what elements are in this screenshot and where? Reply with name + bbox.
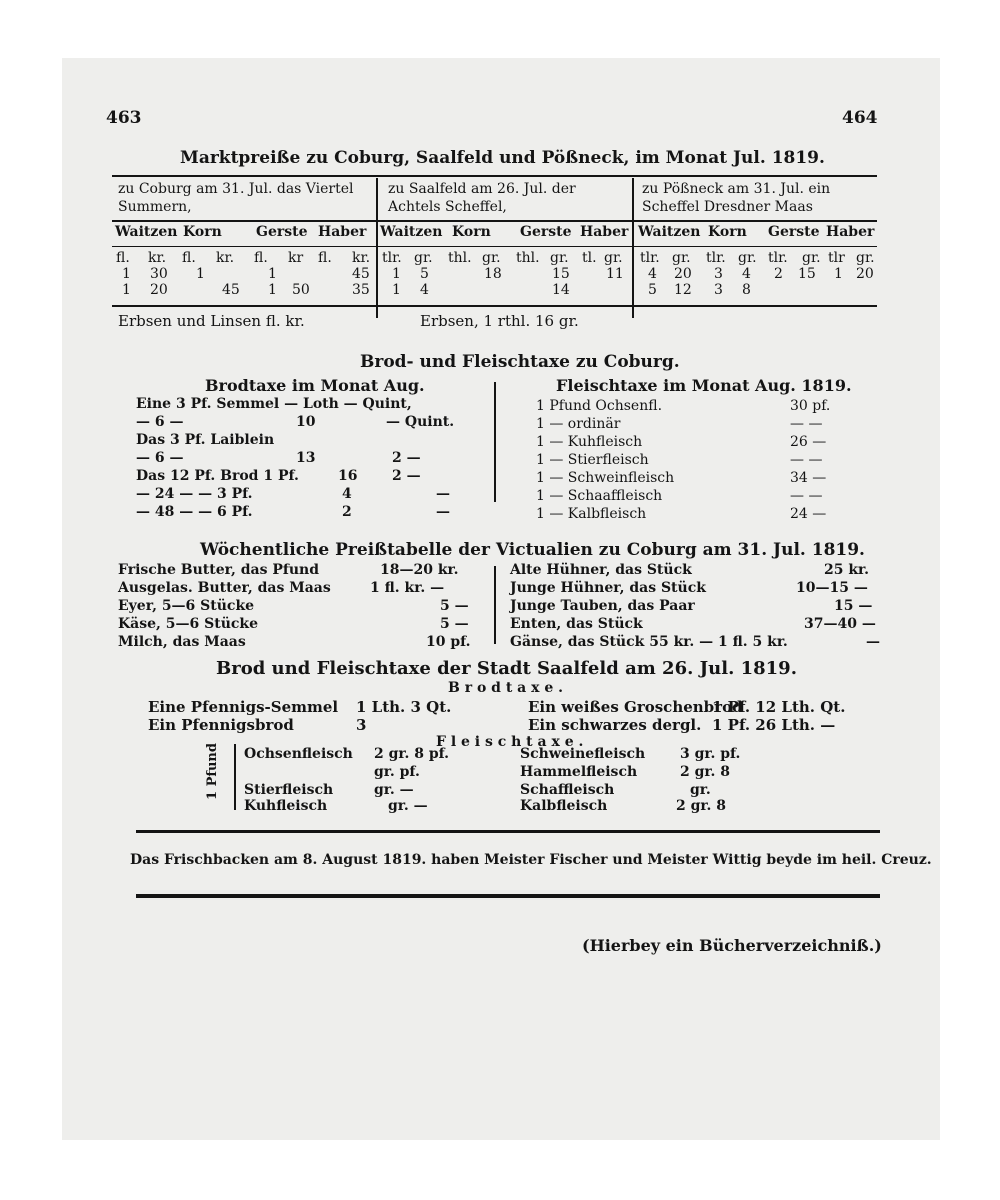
brodtaxe-row-loth: 16: [338, 468, 358, 484]
saalfeld-fleisch-price: gr. —: [374, 782, 414, 798]
page-number-left: 463: [106, 108, 142, 128]
brodtaxe-row-label: — 48 — — 6 Pf.: [136, 504, 253, 520]
poessneck-unit: gr.: [856, 250, 875, 266]
poessneck-price: 4: [648, 266, 657, 282]
weekly-item: Alte Hühner, das Stück: [510, 562, 692, 578]
weekly-item: Junge Hühner, das Stück: [510, 580, 706, 596]
brodtaxe-row-quint: 2 —: [392, 468, 421, 484]
weekly-item: Frische Butter, das Pfund: [118, 562, 320, 578]
saalfeld-grain-korn: Korn: [452, 224, 491, 240]
fleischtaxe-row-label: 1 — Stierfleisch: [536, 452, 649, 468]
weekly-item: Ausgelas. Butter, das Maas: [118, 580, 331, 596]
coburg-grain-korn: Korn: [183, 224, 222, 240]
saalfeld-price: 1: [392, 266, 401, 282]
saalfeld-fleisch-price: 2 gr. 8 pf.: [374, 746, 450, 762]
poessneck-price: 8: [742, 282, 751, 298]
coburg-price: 1: [196, 266, 205, 282]
market-title: Marktpreiße zu Coburg, Saalfeld und Pößneck, im Monat Jul. 1819.: [180, 148, 825, 168]
saalfeld-brod-price: 1 Pf. 26 Lth. —: [712, 716, 836, 734]
coburg-price: 30: [150, 266, 168, 282]
poessneck-grain-gerste: Gerste: [768, 224, 820, 240]
saalfeld-title: Brod und Fleischtaxe der Stadt Saalfeld am 26. Jul. 1819.: [216, 658, 797, 679]
saalfeld-fleischtaxe-label: F l e i s c h t a x e .: [436, 734, 584, 750]
saalfeld-fleisch-price: 2 gr. 8: [680, 764, 730, 780]
poessneck-grain-korn: Korn: [708, 224, 747, 240]
fleischtaxe-row-label: 1 — ordinär: [536, 416, 621, 432]
weekly-item: Enten, das Stück: [510, 616, 643, 632]
poessneck-unit: tlr: [828, 250, 845, 266]
coburg-unit: fl.: [254, 250, 268, 266]
saalfeld-unit: thl.: [448, 250, 472, 266]
saalfeld-column-heading: zu Saalfeld am 26. Jul. der Achtels Scheffel,: [388, 181, 576, 215]
coburg-grain-haber: Haber: [318, 224, 367, 240]
saalfeld-unit: gr.: [482, 250, 501, 266]
saalfeld-fleisch-item: Schweinefleisch: [520, 746, 646, 762]
page-number-right: 464: [842, 108, 878, 128]
poessneck-price: 5: [648, 282, 657, 298]
fleischtaxe-row-label: 1 — Kalbfleisch: [536, 506, 647, 522]
weekly-item: Gänse, das Stück 55 kr. — 1 fl. 5 kr.: [510, 634, 788, 650]
weekly-title: Wöchentliche Preißtabelle der Victualien zu Coburg am 31. Jul. 1819.: [200, 540, 865, 560]
coburg-tax-title: Brod- und Fleischtaxe zu Coburg.: [360, 352, 680, 372]
saalfeld-fleisch-item: Hammelfleisch: [520, 764, 638, 780]
market-bottom-rule: [112, 305, 877, 307]
weekly-item: Eyer, 5—6 Stücke: [118, 598, 255, 614]
brodtaxe-row-label: — 6 —: [136, 414, 184, 430]
brodtaxe-row-quint: —: [436, 504, 450, 520]
saalfeld-price: 5: [420, 266, 429, 282]
saalfeld-price: 14: [552, 282, 570, 298]
saalfeld-unit: gr.: [414, 250, 433, 266]
weekly-price: 37—40 —: [804, 616, 876, 632]
market-divider-1: [376, 178, 378, 318]
saalfeld-fleisch-item: Kalbfleisch: [520, 798, 608, 814]
brodtaxe-row-label: — 24 — — 3 Pf.: [136, 486, 253, 502]
saalfeld-fleisch-price: 2 gr. 8: [676, 798, 726, 814]
fleischtaxe-row-price: 34 —: [790, 470, 827, 486]
weekly-item: Junge Tauben, das Paar: [510, 598, 695, 614]
coburg-unit: fl.: [182, 250, 196, 266]
coburg-unit: kr.: [352, 250, 371, 266]
saalfeld-brod-item: Ein schwarzes dergl.: [528, 716, 702, 734]
brodtaxe-row-loth: 4: [342, 486, 352, 502]
coburg-unit: kr.: [148, 250, 167, 266]
poessneck-grain-waitzen: Waitzen: [638, 224, 701, 240]
poessneck-price: 4: [742, 266, 751, 282]
erbsen-note-left: Erbsen und Linsen fl. kr.: [118, 312, 305, 330]
fleischtaxe-row-label: 1 — Schaaffleisch: [536, 488, 663, 504]
poessneck-unit: tlr.: [706, 250, 726, 266]
saalfeld-unit: gr.: [604, 250, 623, 266]
weekly-price: 5 —: [440, 616, 469, 632]
poessneck-price: 15: [798, 266, 816, 282]
fleischtaxe-row-price: 30 pf.: [790, 398, 831, 414]
saalfeld-fleisch-item: Ochsenfleisch: [244, 746, 353, 762]
saalfeld-unit: tlr.: [382, 250, 402, 266]
saalfeld-brod-price: 3: [356, 716, 367, 734]
coburg-price: 35: [352, 282, 370, 298]
poessneck-unit: tlr.: [640, 250, 660, 266]
brodtaxe-row-loth: 10: [296, 414, 316, 430]
coburg-unit: kr: [288, 250, 304, 266]
brodtaxe-title: Brodtaxe im Monat Aug.: [205, 376, 425, 395]
poessneck-unit: gr.: [672, 250, 691, 266]
saalfeld-price: 11: [606, 266, 624, 282]
saalfeld-price: 1: [392, 282, 401, 298]
weekly-price: 1 fl. kr. —: [370, 580, 445, 596]
weekly-price: 18—20 kr.: [380, 562, 459, 578]
coburg-price: 1: [122, 266, 131, 282]
saalfeld-brod-item: Ein weißes Groschenbrod: [528, 698, 743, 716]
saalfeld-fleisch-price: gr. —: [388, 798, 428, 814]
coburg-price: 1: [268, 266, 277, 282]
saalfeld-price: 15: [552, 266, 570, 282]
coburg-price: 50: [292, 282, 310, 298]
brodtaxe-row-loth: 13: [296, 450, 316, 466]
coburg-unit: kr.: [216, 250, 235, 266]
fleischtaxe-row-label: 1 — Kuhfleisch: [536, 434, 643, 450]
saalfeld-unit: tl.: [582, 250, 597, 266]
tax-divider: [494, 382, 496, 502]
weekly-price: 5 —: [440, 598, 469, 614]
appendix-note: (Hierbey ein Bücherverzeichniß.): [582, 936, 882, 955]
coburg-price: 45: [222, 282, 240, 298]
poessneck-price: 2: [774, 266, 783, 282]
poessneck-unit: gr.: [738, 250, 757, 266]
poessneck-price: 20: [674, 266, 692, 282]
weekly-price: 10 pf.: [426, 634, 471, 650]
coburg-unit: fl.: [116, 250, 130, 266]
coburg-grain-gerste: Gerste: [256, 224, 308, 240]
saalfeld-grain-gerste: Gerste: [520, 224, 572, 240]
poessneck-price: 3: [714, 282, 723, 298]
saalfeld-fleisch-item: Kuhfleisch: [244, 798, 328, 814]
saalfeld-fleisch-price: gr. pf.: [374, 764, 420, 780]
erbsen-note-right: Erbsen, 1 rthl. 16 gr.: [420, 312, 579, 330]
brodtaxe-row-quint: — Quint.: [386, 414, 455, 430]
pfund-side-label: 1 Pfund: [205, 743, 220, 800]
poessneck-unit: gr.: [802, 250, 821, 266]
saalfeld-fleisch-item: Schaffleisch: [520, 782, 615, 798]
coburg-grain-waitzen: Waitzen: [115, 224, 178, 240]
saalfeld-brodtaxe-label: B r o d t a x e .: [448, 680, 563, 696]
market-divider-2: [632, 178, 634, 318]
coburg-column-heading: zu Coburg am 31. Jul. das Viertel Summern,: [118, 181, 354, 215]
fleischtaxe-row-price: — —: [790, 488, 823, 504]
weekly-item: Käse, 5—6 Stücke: [118, 616, 259, 632]
frischbacken-bottom-rule: [136, 894, 880, 898]
weekly-price: 15 —: [834, 598, 873, 614]
market-grain-rule: [112, 220, 877, 222]
poessneck-column-heading: zu Pößneck am 31. Jul. ein Scheffel Dresdner Maas: [642, 181, 831, 215]
saalfeld-price: 4: [420, 282, 429, 298]
saalfeld-brod-price: 1 Lth. 3 Qt.: [356, 698, 452, 716]
brodtaxe-row-label: Das 3 Pf. Laiblein: [136, 432, 275, 448]
poessneck-price: 20: [856, 266, 874, 282]
saalfeld-brod-item: Eine Pfennigs-Semmel: [148, 698, 339, 716]
weekly-item: Milch, das Maas: [118, 634, 246, 650]
brodtaxe-row-label: Das 12 Pf. Brod 1 Pf.: [136, 468, 299, 484]
market-top-rule: [112, 175, 877, 177]
poessneck-price: 3: [714, 266, 723, 282]
coburg-unit: fl.: [318, 250, 332, 266]
weekly-divider: [494, 566, 496, 644]
brodtaxe-row-quint: —: [436, 486, 450, 502]
fleischtaxe-row-label: 1 Pfund Ochsenfl.: [536, 398, 663, 414]
coburg-price: 45: [352, 266, 370, 282]
brodtaxe-row-loth: 2: [342, 504, 352, 520]
poessneck-price: 12: [674, 282, 692, 298]
coburg-price: 20: [150, 282, 168, 298]
brodtaxe-row-quint: 2 —: [392, 450, 421, 466]
weekly-price: 10—15 —: [796, 580, 868, 596]
frischbacken-note: Das Frischbacken am 8. August 1819. haben Meister Fischer und Meister Wittig beyde im heil. Creuz.: [130, 852, 932, 868]
saalfeld-fleisch-price: gr.: [690, 782, 711, 798]
coburg-price: 1: [268, 282, 277, 298]
saalfeld-brod-price: 1 Pf. 12 Lth. Qt.: [712, 698, 846, 716]
saalfeld-grain-haber: Haber: [580, 224, 629, 240]
fleischtaxe-row-price: — —: [790, 452, 823, 468]
fleischtaxe-row-label: 1 — Schweinfleisch: [536, 470, 675, 486]
frischbacken-top-rule: [136, 830, 880, 833]
fleischtaxe-row-price: 26 —: [790, 434, 827, 450]
saalfeld-brod-item: Ein Pfennigsbrod: [148, 716, 294, 734]
saalfeld-fleisch-price: 3 gr. pf.: [680, 746, 741, 762]
saalfeld-grain-waitzen: Waitzen: [380, 224, 443, 240]
weekly-price: 25 kr.: [824, 562, 870, 578]
pfund-bracket: [234, 744, 236, 810]
brodtaxe-row-label: — 6 —: [136, 450, 184, 466]
saalfeld-unit: thl.: [516, 250, 540, 266]
saalfeld-unit: gr.: [550, 250, 569, 266]
market-unit-rule: [112, 246, 877, 247]
weekly-price: —: [866, 634, 880, 650]
coburg-price: 1: [122, 282, 131, 298]
saalfeld-fleisch-item: Stierfleisch: [244, 782, 334, 798]
saalfeld-price: 18: [484, 266, 502, 282]
brodtaxe-row-label: Eine 3 Pf. Semmel — Loth — Quint,: [136, 396, 412, 412]
fleischtaxe-row-price: 24 —: [790, 506, 827, 522]
poessneck-grain-haber: Haber: [826, 224, 875, 240]
poessneck-unit: tlr.: [768, 250, 788, 266]
fleischtaxe-row-price: — —: [790, 416, 823, 432]
poessneck-price: 1: [834, 266, 843, 282]
fleischtaxe-title: Fleischtaxe im Monat Aug. 1819.: [556, 376, 852, 395]
